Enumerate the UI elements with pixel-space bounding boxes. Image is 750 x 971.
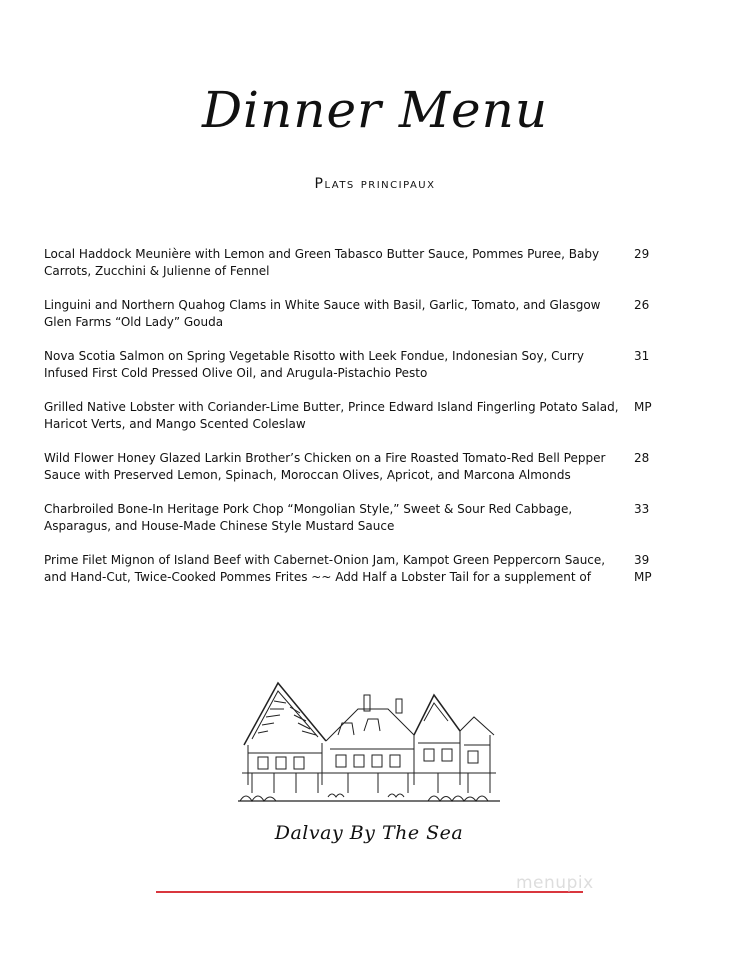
menu-item-description: Charbroiled Bone-In Heritage Pork Chop “Mongolian Style,” Sweet & Sour Red Cabbage, Asparagus, and House-Made Chinese Style Mustard Sauce: [44, 502, 573, 533]
menu-item-price: MP: [634, 400, 652, 414]
menu-item: [44, 501, 674, 552]
brand-signature: Dalvay By The Sea: [274, 822, 464, 844]
menu-item: [44, 450, 674, 501]
menu-item-description: Local Haddock Meunière with Lemon and Green Tabasco Butter Sauce, Pommes Puree, Baby Carrots, Zucchini & Julienne of Fennel: [44, 247, 600, 278]
menu-item-description: Linguini and Northern Quahog Clams in White Sauce with Basil, Garlic, Tomato, and Glasgow Glen Farms “Old Lady” Gouda: [44, 298, 601, 329]
menu-subtitle: Plats principaux: [314, 176, 436, 192]
menu-item-description: Wild Flower Honey Glazed Larkin Brother’s Chicken on a Fire Roasted Tomato-Red Bell Pepper Sauce with Preserved Lemon, Spinach, Moroccan Olives, Apricot, and Marcona Almonds: [44, 451, 606, 482]
menu-item: [44, 246, 674, 297]
menu-item-description: Grilled Native Lobster with Coriander-Lime Butter, Prince Edward Island Fingerling Potato Salad, Haricot Verts, and Mango Scented Coleslaw: [44, 400, 619, 431]
menu-item-price: 39 MP: [634, 553, 652, 584]
menu-item: [44, 297, 674, 348]
menu-item-price: 31: [634, 349, 650, 363]
menu-item-price: 26: [634, 298, 650, 312]
menu-title: Dinner Menu: [201, 81, 549, 139]
watermark: menupix: [516, 873, 594, 893]
inn-sketch-illustration: [238, 673, 500, 808]
menu-item-price: 29: [634, 247, 650, 261]
menu-item: [44, 552, 674, 603]
menu-item-price: 33: [634, 502, 650, 516]
menu-item: [44, 348, 674, 399]
menu-items-list: [44, 246, 674, 603]
menu-item-description: Prime Filet Mignon of Island Beef with Cabernet-Onion Jam, Kampot Green Peppercorn Sauce, and Hand-Cut, Twice-Cooked Pommes Frites ~~ Add Half a Lobster Tail for a supplement of: [44, 553, 606, 584]
menu-item-description: Nova Scotia Salmon on Spring Vegetable Risotto with Leek Fondue, Indonesian Soy, Curry Infused First Cold Pressed Olive Oil, and Arugula-Pistachio Pesto: [44, 349, 584, 380]
menu-item-price: 28: [634, 451, 650, 465]
menu-item: [44, 399, 674, 450]
